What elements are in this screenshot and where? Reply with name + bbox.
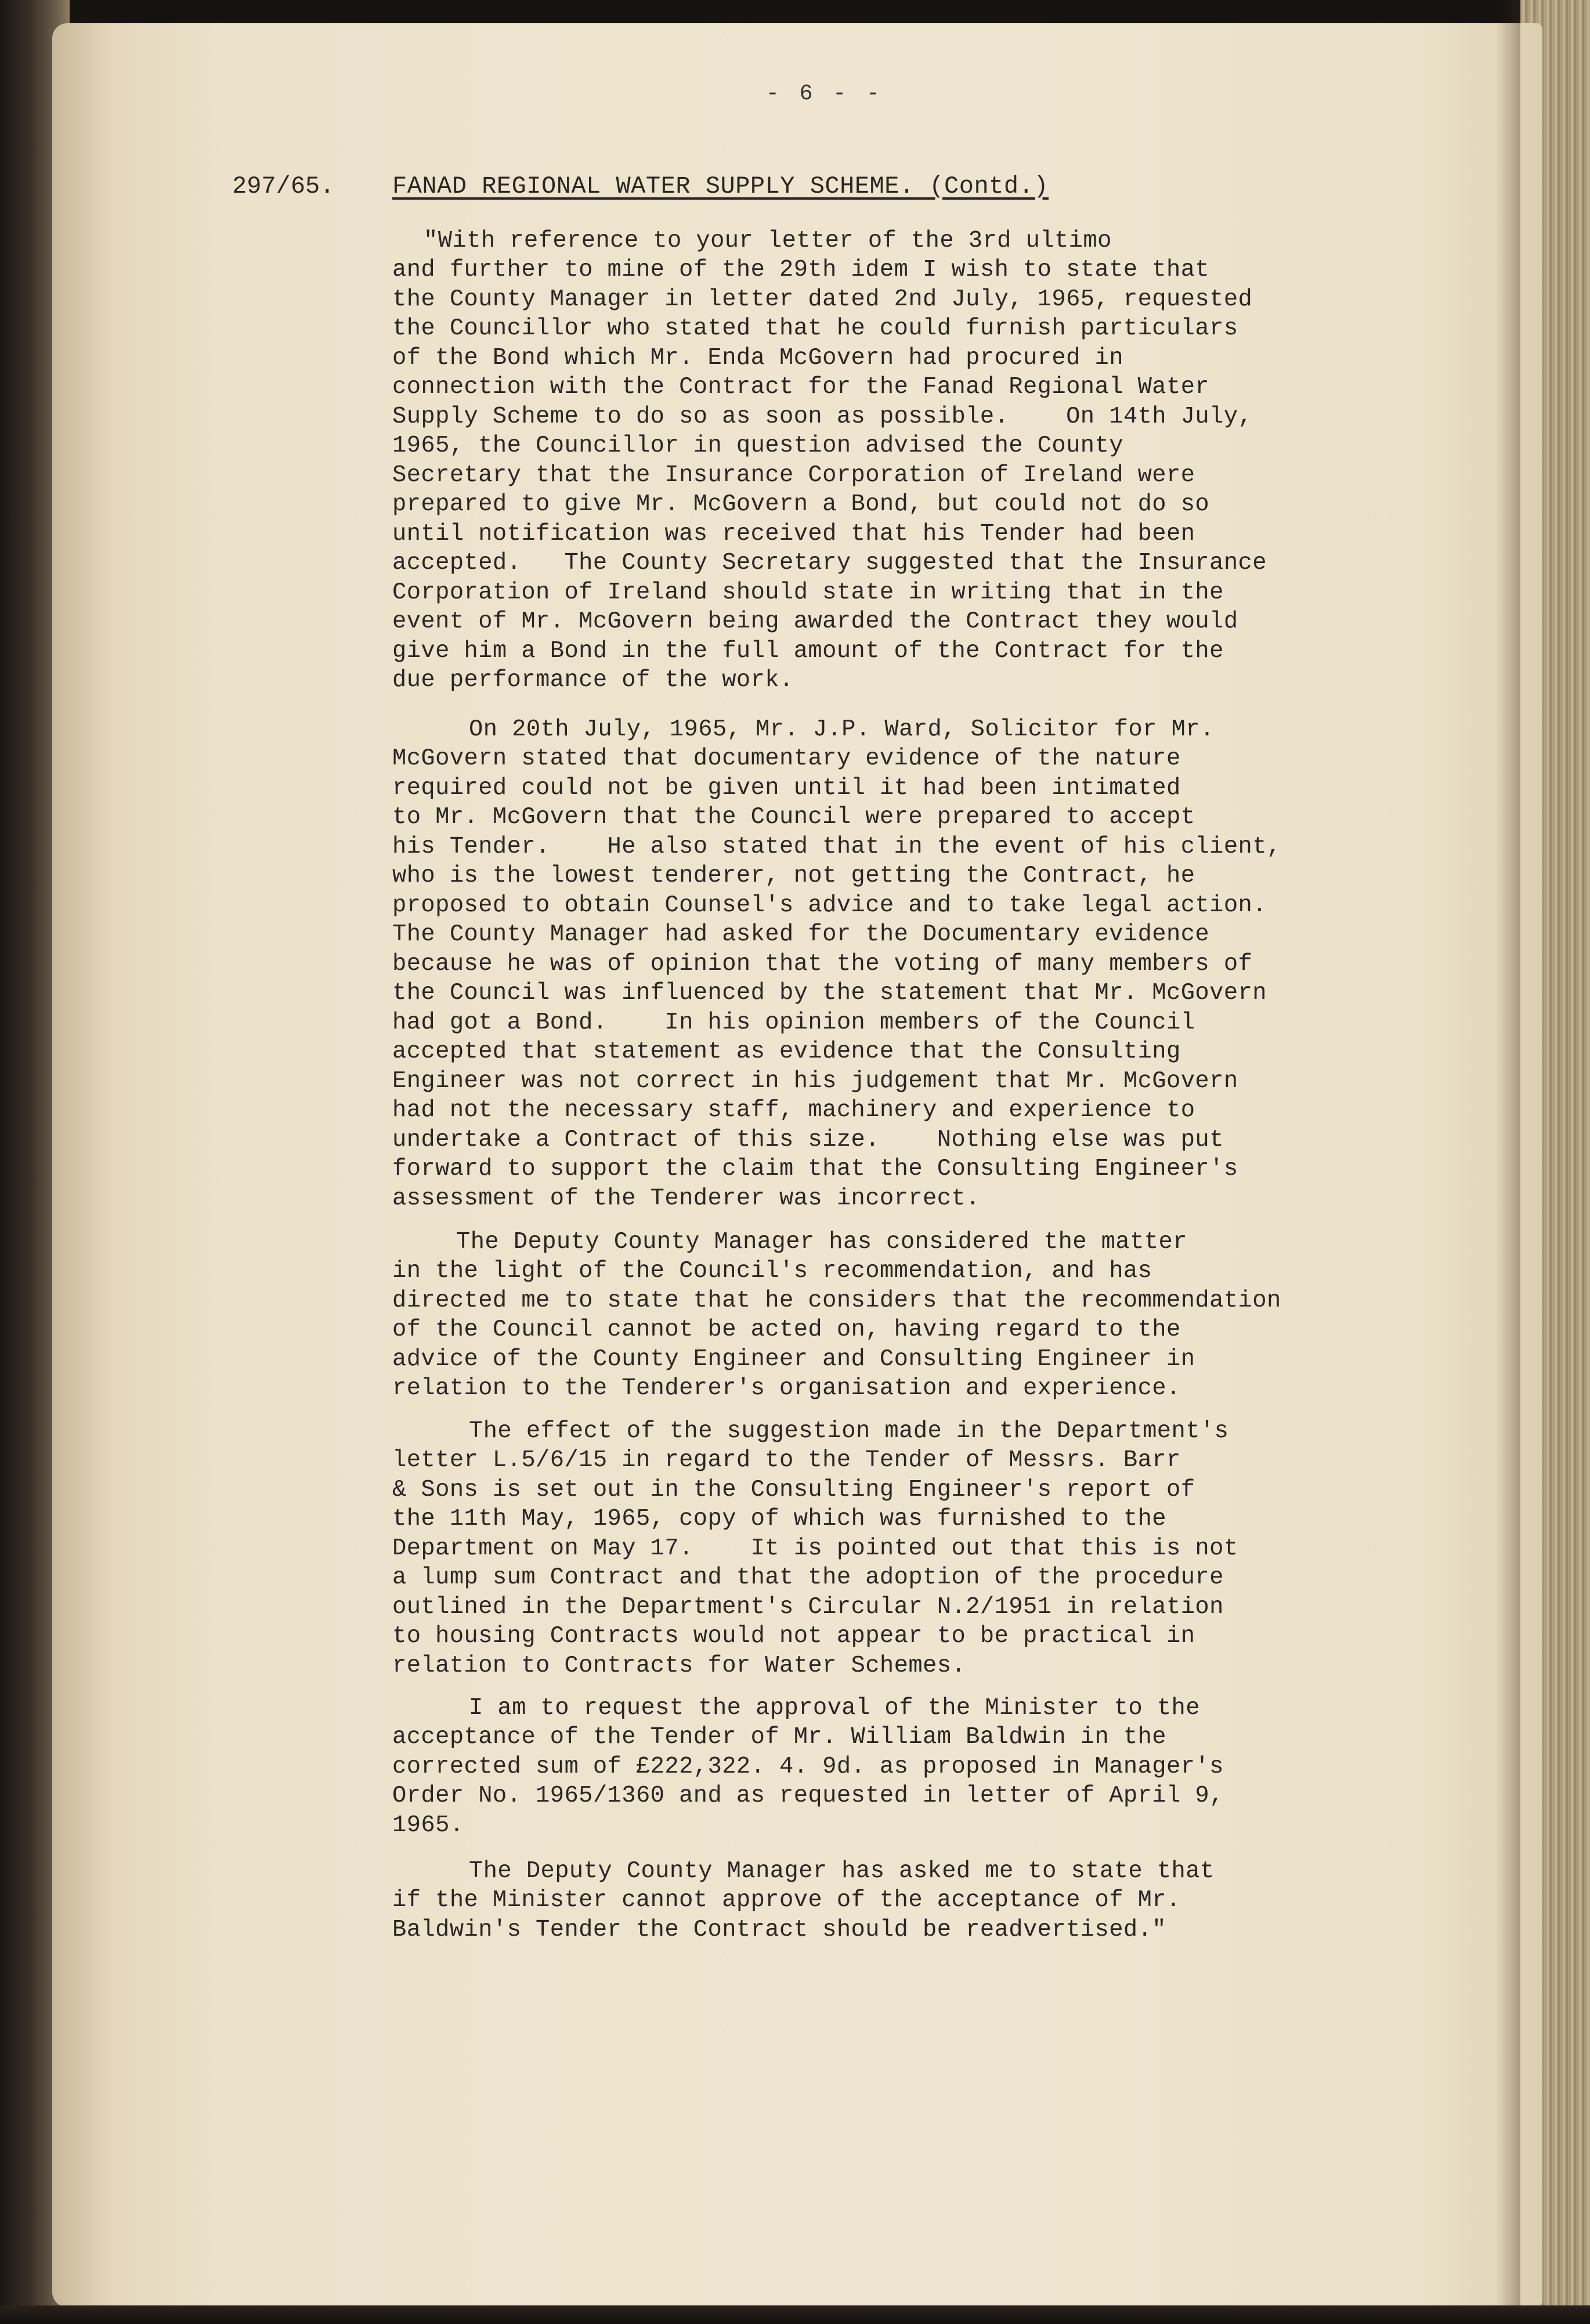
text-line: give him a Bond in the full amount of the Contract for the (392, 638, 1224, 665)
text-line: The Deputy County Manager has asked me to state that (469, 1858, 1215, 1885)
text-line: relation to Contracts for Water Schemes. (392, 1652, 966, 1679)
text-line: accepted that statement as evidence that the Consulting (392, 1038, 1181, 1065)
text-line: the Council was influenced by the statement that Mr. McGovern (392, 980, 1267, 1006)
text-line: outlined in the Department's Circular N.2/1951 in relation (392, 1594, 1224, 1621)
text-line: a lump sum Contract and that the adoption of the procedure (392, 1564, 1224, 1591)
text-line: in the light of the Council's recommendation, and has (392, 1258, 1152, 1284)
text-line: advice of the County Engineer and Consulting Engineer in (392, 1346, 1195, 1373)
text-line: Corporation of Ireland should state in writing that in the (392, 579, 1224, 606)
text-line: Engineer was not correct in his judgement that Mr. McGovern (392, 1068, 1238, 1095)
text-line: had got a Bond. In his opinion members of the Council (392, 1009, 1195, 1036)
minute-reference: 297/65. (232, 172, 335, 200)
text-line: directed me to state that he considers that the recommendation (392, 1287, 1281, 1314)
text-line: and further to mine of the 29th idem I wish to state that (392, 257, 1210, 283)
text-line: to Mr. McGovern that the Council were prepared to accept (392, 804, 1195, 831)
book-bottom-edge (0, 2305, 1590, 2324)
text-line: the County Manager in letter dated 2nd July, 1965, requested (392, 286, 1253, 313)
text-line: had not the necessary staff, machinery and experience to (392, 1097, 1195, 1124)
text-line: I am to request the approval of the Minister to the (469, 1695, 1200, 1722)
text-line: letter L.5/6/15 in regard to the Tender of Messrs. Barr (392, 1447, 1181, 1474)
text-line: who is the lowest tenderer, not getting the Contract, he (392, 863, 1195, 889)
page-edge-shadow (1497, 0, 1520, 2324)
text-line: Supply Scheme to do so as soon as possible. On 14th July, (392, 403, 1253, 430)
text-line: due performance of the work. (392, 667, 794, 694)
text-line: because he was of opinion that the voting of many members of (392, 951, 1253, 977)
text-line: event of Mr. McGovern being awarded the Contract they would (392, 608, 1238, 635)
text-line: to housing Contracts would not appear to be practical in (392, 1623, 1195, 1650)
text-line: of the Council cannot be acted on, having regard to the (392, 1316, 1181, 1343)
text-line: "With reference to your letter of the 3rd ultimo (424, 228, 1112, 254)
text-line: if the Minister cannot approve of the acceptance of Mr. (392, 1887, 1181, 1914)
text-line: required could not be given until it had been intimated (392, 775, 1181, 802)
text-line: Department on May 17. It is pointed out that this is not (392, 1535, 1238, 1562)
text-line: his Tender. He also stated that in the event of his client, (392, 833, 1281, 860)
text-line: Secretary that the Insurance Corporation of Ireland were (392, 462, 1195, 489)
text-line: proposed to obtain Counsel's advice and to take legal action. (392, 892, 1267, 919)
text-line: relation to the Tenderer's organisation and experience. (392, 1375, 1181, 1402)
text-line: accepted. The County Secretary suggested that the Insurance (392, 550, 1267, 576)
text-line: the Councillor who stated that he could furnish particulars (392, 315, 1238, 342)
text-line: On 20th July, 1965, Mr. J.P. Ward, Solicitor for Mr. (469, 716, 1215, 743)
text-line: the 11th May, 1965, copy of which was furnished to the (392, 1506, 1167, 1532)
text-line: prepared to give Mr. McGovern a Bond, but could not do so (392, 491, 1210, 518)
text-line: corrected sum of £222,322. 4. 9d. as proposed in Manager's (392, 1753, 1224, 1780)
text-line: Order No. 1965/1360 and as requested in letter of April 9, (392, 1782, 1224, 1809)
text-line: acceptance of the Tender of Mr. William Baldwin in the (392, 1724, 1167, 1751)
text-line: Baldwin's Tender the Contract should be readvertised." (392, 1917, 1167, 1943)
text-line: undertake a Contract of this size. Nothing else was put (392, 1127, 1224, 1153)
text-line: The County Manager had asked for the Documentary evidence (392, 921, 1210, 948)
text-line: 1965, the Councillor in question advised the County (392, 432, 1123, 459)
text-line: & Sons is set out in the Consulting Engineer's report of (392, 1477, 1195, 1503)
text-line: until notification was received that his Tender had been (392, 521, 1195, 547)
text-line: The Deputy County Manager has considered the matter (456, 1229, 1187, 1255)
text-line: connection with the Contract for the Fanad Regional Water (392, 374, 1210, 400)
text-line: 1965. (392, 1812, 464, 1839)
page-number: - 6 - - (766, 81, 883, 106)
section-heading: FANAD REGIONAL WATER SUPPLY SCHEME. (Contd.) (392, 172, 1049, 200)
text-line: McGovern stated that documentary evidence of the nature (392, 745, 1181, 772)
text-line: of the Bond which Mr. Enda McGovern had procured in (392, 345, 1123, 371)
text-line: The effect of the suggestion made in the Department's (469, 1418, 1229, 1445)
text-line: forward to support the claim that the Consulting Engineer's (392, 1156, 1238, 1182)
text-line: assessment of the Tenderer was incorrect. (392, 1185, 980, 1212)
